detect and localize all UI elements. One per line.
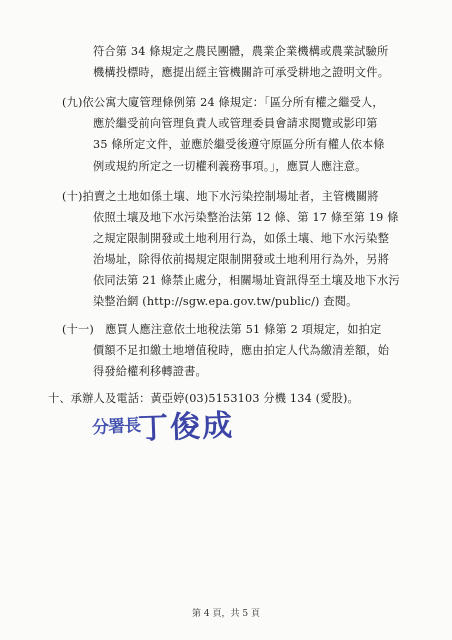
text-line: 機構投標時，應提出經主管機關許可承受耕地之證明文件。 — [93, 66, 390, 79]
text-line: 例或規約所定之一切權利義務事項。」，應買人應注意。 — [93, 160, 367, 173]
official-seal-stamp — [92, 402, 252, 450]
page-number-footer: 第 4 頁，共 5 頁 — [192, 609, 260, 619]
stamp-name: 丁俊成 — [137, 408, 235, 447]
text-line: 得發給權利移轉證書。 — [93, 365, 207, 378]
text-line: 應於繼受前向管理負責人或管理委員會請求閱覽或影印第 — [93, 117, 378, 130]
text-line: 符合第 34 條規定之農民團體，農業企業機構或農業試驗所 — [93, 45, 389, 58]
text-line: 依同法第 21 條禁止處分，相關場址資訊得至土壤及地下水污 — [93, 274, 400, 287]
text-line: 價額不足扣繳土地增值稅時，應由拍定人代為繳清差額，始 — [93, 344, 390, 357]
text-line: (十一) 應買人應注意依土地稅法第 51 條第 2 項規定，如拍定 — [62, 323, 382, 336]
text-line: 十、承辦人及電話：黃亞婷(03)5153103 分機 134 (愛股)。 — [48, 392, 359, 405]
text-line: (九)依公寓大廈管理條例第 24 條規定：「區分所有權之繼受人， — [62, 96, 384, 109]
text-line: 之規定限制開發或土地利用行為，如係土壤、地下水污染整 — [93, 232, 390, 245]
text-line: (十)拍賣之土地如係土壤、地下水污染控制場址者，主管機關將 — [62, 190, 379, 203]
text-line: 治場址，除得依前揭規定限制開發或土地利用行為外，另將 — [93, 253, 390, 266]
text-line: 35 條所定文件，並應於繼受後遵守原區分所有權人依本條 — [93, 138, 385, 151]
text-line: 染整治網 (http://sgw.epa.gov.tw/public/) 查閱。 — [93, 295, 358, 308]
stamp-title: 分署長 — [91, 415, 141, 439]
text-line: 依照土壤及地下水污染整治法第 12 條、第 17 條至第 19 條 — [93, 211, 399, 224]
